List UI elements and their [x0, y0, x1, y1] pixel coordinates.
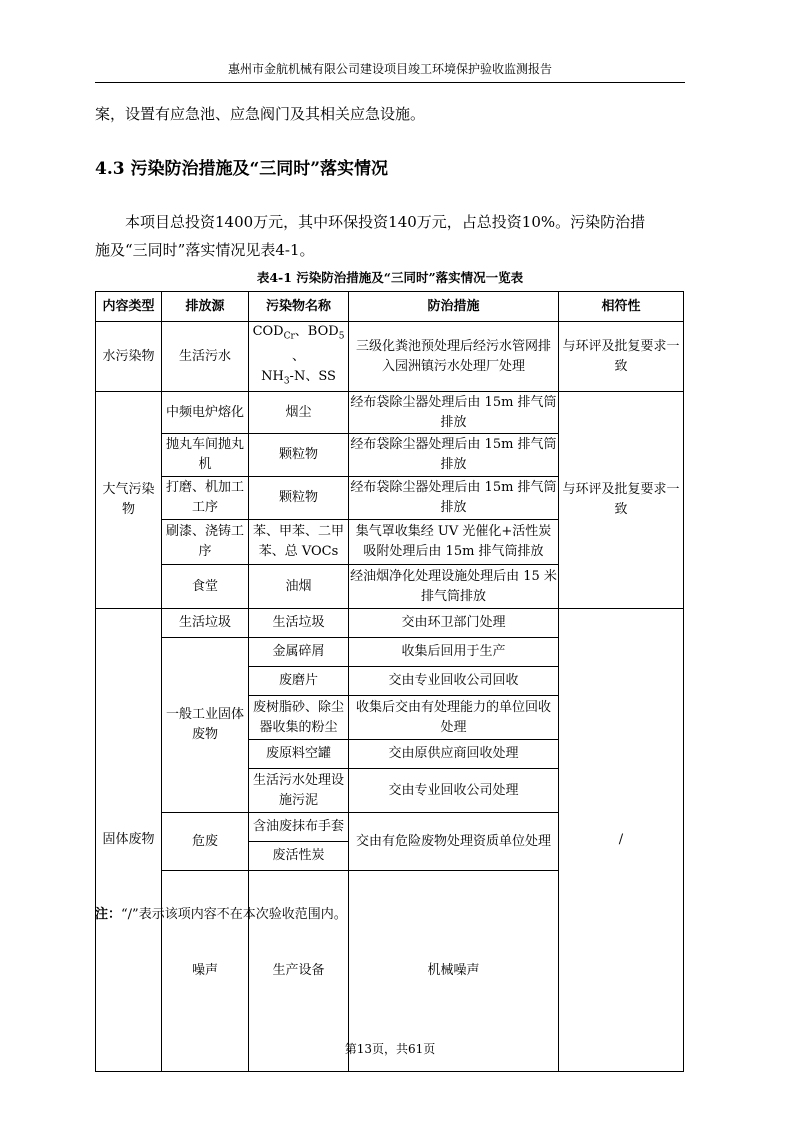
pollutant-cell: 金属碎屑 [249, 638, 349, 667]
table-header-row [96, 292, 684, 322]
measure-cell: 交由环卫部门处理 [349, 609, 559, 638]
measure-cell: 交由原供应商回收处理 [349, 740, 559, 769]
type-cell: 噪声 [162, 871, 249, 1072]
measure-cell: 收集后交由有处理能力的单位回收处理 [349, 696, 559, 740]
note-label: 注： [95, 907, 122, 922]
pollutant-cell: 油烟 [249, 565, 349, 609]
measure-cell: 经布袋除尘器处理后由 15m 排气筒排放 [349, 392, 559, 434]
pollutant-cell: 生活垃圾 [249, 609, 349, 638]
pollutant-cell: 烟尘 [249, 392, 349, 434]
table-caption: 表4-1 污染防治措施及“三同时”落实情况一览表 [256, 270, 524, 285]
pollutant-cell: 含油废抹布手套 [249, 813, 349, 842]
measure-cell: 交由有危险废物处理资质单位处理 [349, 813, 559, 871]
type-cell: 大气污染物 [96, 392, 162, 609]
table-note [95, 903, 347, 922]
pollutant-cell: 废活性炭 [249, 842, 349, 871]
source-cell: 生活垃圾 [162, 609, 249, 638]
pollutant-cell: 机械噪声 [349, 871, 559, 1072]
measure-cell: 三级化粪池预处理后经污水管网排入园洲镇污水处理厂处理 [349, 322, 559, 392]
type-cell: 固体废物 [96, 609, 162, 1072]
measure-cell: 收集后回用于生产 [349, 638, 559, 667]
col-header-type: 内容类型 [96, 292, 162, 322]
pollutant-cell: 废原料空罐 [249, 740, 349, 769]
note-text: “/”表示该项内容不在本次验收范围内。 [121, 907, 347, 922]
measure-cell: 经油烟净化处理设施处理后由 15 米排气筒排放 [349, 565, 559, 609]
header-rule [95, 82, 685, 83]
measure-cell: 交由专业回收公司处理 [349, 769, 559, 813]
source-cell: 食堂 [162, 565, 249, 609]
pollutant-cell: 颗粒物 [249, 434, 349, 477]
type-cell: 水污染物 [96, 322, 162, 392]
source-cell: 生活污水 [162, 322, 249, 392]
pollutant-cell: 生活污水处理设施污泥 [249, 769, 349, 813]
measure-cell: 经布袋除尘器处理后由 15m 排气筒排放 [349, 434, 559, 477]
page-header: 惠州市金航机械有限公司建设项目竣工环境保护验收监测报告 [227, 62, 552, 76]
section-heading: 4.3 污染防治措施及“三同时”落实情况 [95, 159, 389, 179]
paragraph-line-1: 本项目总投资1400万元，其中环保投资140万元，占总投资10%。污染防治措 [125, 213, 646, 231]
source-cell: 生产设备 [249, 871, 349, 1072]
compliance-cell: 与环评及批复要求一致 [559, 392, 684, 609]
pollutant-cell: $COD_{Cr}$、$BOD_5$ 、 $NH_3-N$、SS [249, 322, 349, 392]
measure-cell: 集气罩收集经 UV 光催化+活性炭吸附处理后由 15m 排气筒排放 [349, 520, 559, 565]
col-header-measure: 防治措施 [349, 292, 559, 322]
compliance-cell: 与环评及批复要求一致 [559, 322, 684, 392]
source-cell: 中频电炉熔化 [162, 392, 249, 434]
compliance-cell: / [559, 609, 684, 1072]
measures-table [95, 291, 684, 1072]
source-cell: 刷漆、浇铸工序 [162, 520, 249, 565]
measure-cell: 经布袋除尘器处理后由 15m 排气筒排放 [349, 477, 559, 520]
col-header-pollutant: 污染物名称 [249, 292, 349, 322]
pollutant-cell: 颗粒物 [249, 477, 349, 520]
pollutant-cell: 废树脂砂、除尘器收集的粉尘 [249, 696, 349, 740]
continued-paragraph: 案，设置有应急池、应急阀门及其相关应急设施。 [95, 105, 426, 123]
source-cell: 危废 [162, 813, 249, 871]
col-header-compliance: 相符性 [559, 292, 684, 322]
source-cell: 抛丸车间抛丸机 [162, 434, 249, 477]
measure-cell: 交由专业回收公司回收 [349, 667, 559, 696]
table-row [96, 392, 684, 434]
table-row [96, 322, 684, 392]
pollutant-cell: 苯、甲苯、二甲苯、总 VOCs [249, 520, 349, 565]
source-cell: 打磨、机加工工序 [162, 477, 249, 520]
paragraph-line-2: 施及“三同时”落实情况见表4-1。 [95, 241, 315, 259]
table-row [96, 609, 684, 638]
page-footer: 第13页，共61页 [344, 1042, 436, 1056]
pollutant-cell: 废磨片 [249, 667, 349, 696]
col-header-source: 排放源 [162, 292, 249, 322]
source-cell: 一般工业固体废物 [162, 638, 249, 813]
